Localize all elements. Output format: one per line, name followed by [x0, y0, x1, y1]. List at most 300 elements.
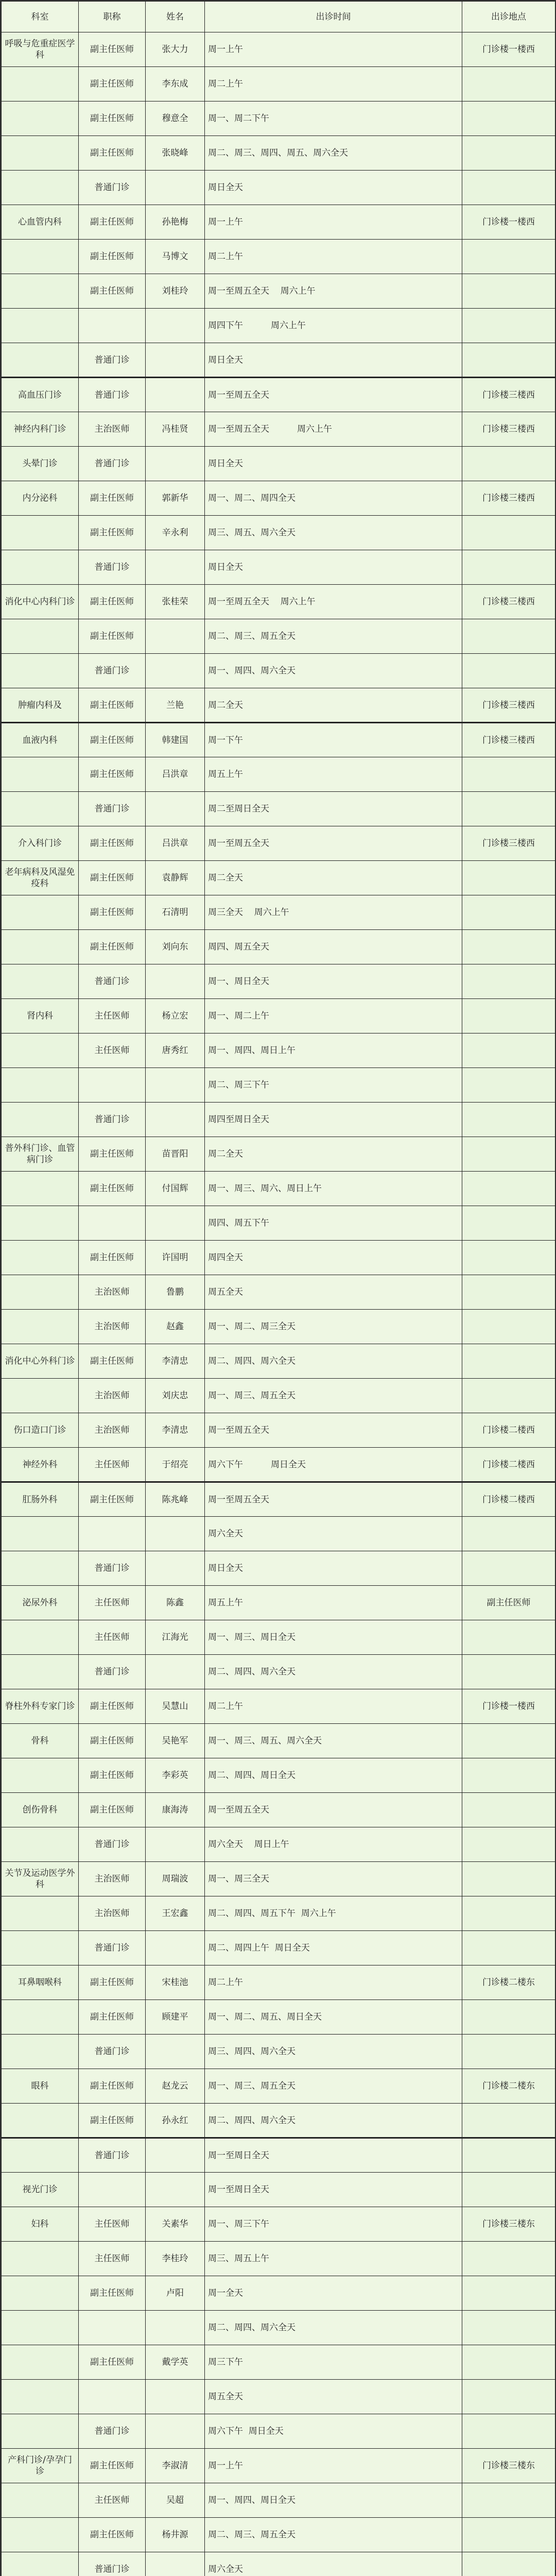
table-row: [2, 1310, 555, 1344]
department-cell: 脊柱外科专家门诊: [2, 1689, 79, 1724]
schedule-time-cell: 周一全天: [205, 2276, 462, 2311]
schedule-time-cell: 周三全天 周六上午: [205, 895, 462, 930]
location-cell: [462, 861, 555, 895]
department-cell: [2, 2276, 79, 2311]
table-row: [2, 101, 555, 136]
location-cell: [462, 2380, 555, 2414]
table-row: [2, 895, 555, 930]
table-row: [2, 67, 555, 101]
schedule-time-cell: 周一至周五全天 周六上午: [205, 585, 462, 619]
schedule-time-cell: 周一至周五全天: [205, 378, 462, 412]
doctor-name-cell: 孙永红: [146, 2104, 205, 2138]
location-cell: [462, 2138, 555, 2173]
doctor-name-cell: [146, 2414, 205, 2449]
table-row: [2, 1620, 555, 1655]
location-cell: [462, 1310, 555, 1344]
title-cell: 副主任医师: [79, 2069, 146, 2104]
title-cell: [79, 1517, 146, 1551]
department-cell: [2, 792, 79, 826]
department-cell: [2, 2414, 79, 2449]
schedule-time-cell: 周二上午: [205, 1689, 462, 1724]
doctor-name-cell: 石清明: [146, 895, 205, 930]
location-cell: [462, 964, 555, 999]
department-cell: [2, 1620, 79, 1655]
title-cell: [79, 309, 146, 343]
title-cell: 主任医师: [79, 1586, 146, 1620]
table-row: [2, 688, 555, 723]
doctor-name-cell: 李清忠: [146, 1344, 205, 1379]
location-cell: [462, 1068, 555, 1103]
title-cell: 副主任医师: [79, 1241, 146, 1275]
department-cell: [2, 1758, 79, 1793]
department-cell: 肾内科: [2, 999, 79, 1033]
doctor-name-cell: [146, 1551, 205, 1586]
department-cell: [2, 2000, 79, 2035]
title-cell: 副主任医师: [79, 619, 146, 654]
title-cell: 主治医师: [79, 1275, 146, 1310]
doctor-name-cell: 于绍亮: [146, 1448, 205, 1482]
table-row: [2, 1896, 555, 1931]
table-row: [2, 1068, 555, 1103]
location-cell: 门诊楼一楼西: [462, 205, 555, 240]
location-cell: [462, 136, 555, 171]
title-cell: 副主任医师: [79, 1344, 146, 1379]
department-cell: [2, 1551, 79, 1586]
location-cell: 门诊楼一楼西: [462, 1689, 555, 1724]
title-cell: 副主任医师: [79, 1137, 146, 1172]
table-row: [2, 1275, 555, 1310]
doctor-name-cell: [146, 171, 205, 205]
location-cell: 门诊楼二楼西: [462, 1448, 555, 1482]
department-cell: [2, 1172, 79, 1206]
schedule-time-cell: 周日全天: [205, 447, 462, 481]
doctor-name-cell: [146, 2311, 205, 2345]
table-row: [2, 2104, 555, 2138]
schedule-time-cell: 周日全天: [205, 171, 462, 205]
department-cell: [2, 1068, 79, 1103]
title-cell: 普通门诊: [79, 964, 146, 999]
location-cell: [462, 2000, 555, 2035]
table-row: [2, 343, 555, 378]
schedule-time-cell: 周二、周四、周六全天: [205, 2104, 462, 2138]
department-cell: [2, 654, 79, 688]
table-row: [2, 1379, 555, 1413]
doctor-name-cell: 江海光: [146, 1620, 205, 1655]
doctor-name-cell: [146, 343, 205, 378]
department-cell: [2, 619, 79, 654]
doctor-name-cell: [146, 378, 205, 412]
location-cell: [462, 1033, 555, 1068]
location-cell: [462, 1896, 555, 1931]
schedule-time-cell: 周二、周三下午: [205, 1068, 462, 1103]
doctor-name-cell: 吕洪章: [146, 826, 205, 861]
title-cell: 副主任医师: [79, 2345, 146, 2380]
location-cell: [462, 1724, 555, 1758]
doctor-name-cell: [146, 2138, 205, 2173]
title-cell: 副主任医师: [79, 826, 146, 861]
schedule-time-cell: 周六下午 周日全天: [205, 2414, 462, 2449]
table-row: [2, 1206, 555, 1241]
doctor-name-cell: [146, 550, 205, 585]
table-row: [2, 1793, 555, 1827]
doctor-name-cell: [146, 2552, 205, 2576]
doctor-name-cell: 杨井源: [146, 2518, 205, 2552]
department-cell: [2, 309, 79, 343]
table-row: [2, 2242, 555, 2276]
doctor-name-cell: 兰艳: [146, 688, 205, 723]
doctor-name-cell: 李彩英: [146, 1758, 205, 1793]
title-cell: [79, 1206, 146, 1241]
title-cell: 主任医师: [79, 1620, 146, 1655]
location-cell: [462, 2483, 555, 2518]
title-cell: 普通门诊: [79, 792, 146, 826]
department-cell: [2, 171, 79, 205]
title-cell: 副主任医师: [79, 2104, 146, 2138]
title-cell: 普通门诊: [79, 1103, 146, 1137]
table-row: [2, 447, 555, 481]
department-cell: [2, 1896, 79, 1931]
title-cell: 副主任医师: [79, 67, 146, 101]
table-row: [2, 2276, 555, 2311]
title-cell: 普通门诊: [79, 378, 146, 412]
schedule-time-cell: 周三下午: [205, 2345, 462, 2380]
table-row: [2, 2000, 555, 2035]
title-cell: 副主任医师: [79, 481, 146, 516]
title-cell: 副主任医师: [79, 723, 146, 757]
location-cell: [462, 1517, 555, 1551]
table-row: [2, 481, 555, 516]
department-cell: [2, 964, 79, 999]
table-row: [2, 2345, 555, 2380]
doctor-name-cell: 韩建国: [146, 723, 205, 757]
location-cell: [462, 1793, 555, 1827]
doctor-name-cell: 周瑞波: [146, 1862, 205, 1896]
schedule-time-cell: 周二、周四、周六全天: [205, 1655, 462, 1689]
doctor-name-cell: 刘庆忠: [146, 1379, 205, 1413]
doctor-name-cell: 李淑清: [146, 2449, 205, 2483]
title-cell: 普通门诊: [79, 447, 146, 481]
schedule-time-cell: 周一、周三下午: [205, 2207, 462, 2242]
department-cell: [2, 1275, 79, 1310]
department-cell: 耳鼻咽喉科: [2, 1965, 79, 2000]
table-row: [2, 240, 555, 274]
title-cell: 副主任医师: [79, 240, 146, 274]
title-cell: 普通门诊: [79, 2138, 146, 2173]
department-cell: [2, 1517, 79, 1551]
department-cell: [2, 1206, 79, 1241]
department-cell: [2, 1241, 79, 1275]
title-cell: 副主任医师: [79, 1724, 146, 1758]
department-cell: [2, 2104, 79, 2138]
location-cell: [462, 1620, 555, 1655]
schedule-time-cell: 周一、周三、周日全天: [205, 1620, 462, 1655]
title-cell: 普通门诊: [79, 343, 146, 378]
title-cell: 主治医师: [79, 1310, 146, 1344]
doctor-name-cell: 马博文: [146, 240, 205, 274]
department-cell: [2, 930, 79, 964]
department-cell: 内分泌科: [2, 481, 79, 516]
department-cell: [2, 1033, 79, 1068]
schedule-time-cell: 周一下午: [205, 723, 462, 757]
table-row: [2, 2069, 555, 2104]
table-row: [2, 1137, 555, 1172]
location-cell: [462, 1379, 555, 1413]
location-cell: [462, 2173, 555, 2207]
location-cell: [462, 1344, 555, 1379]
schedule-time-cell: 周一至周日全天: [205, 2138, 462, 2173]
title-cell: 副主任医师: [79, 1172, 146, 1206]
doctor-name-cell: 刘向东: [146, 930, 205, 964]
department-cell: [2, 757, 79, 792]
doctor-name-cell: 王宏鑫: [146, 1896, 205, 1931]
doctor-name-cell: 李清忠: [146, 1413, 205, 1448]
doctor-name-cell: [146, 2035, 205, 2069]
table-row: [2, 861, 555, 895]
schedule-time-cell: 周一、周四、周日上午: [205, 1033, 462, 1068]
doctor-name-cell: 陈兆峰: [146, 1482, 205, 1517]
department-cell: [2, 2518, 79, 2552]
title-cell: 副主任医师: [79, 585, 146, 619]
location-cell: [462, 550, 555, 585]
schedule-time-cell: 周一、周三、周五全天: [205, 1379, 462, 1413]
table-row: [2, 1689, 555, 1724]
doctor-name-cell: 付国辉: [146, 1172, 205, 1206]
schedule-time-cell: 周一、周三、周五全天: [205, 2069, 462, 2104]
location-cell: [462, 274, 555, 309]
title-cell: 主治医师: [79, 1413, 146, 1448]
title-cell: 副主任医师: [79, 688, 146, 723]
title-cell: 主治医师: [79, 1862, 146, 1896]
title-cell: [79, 1068, 146, 1103]
table-row: [2, 378, 555, 412]
title-cell: 主任医师: [79, 999, 146, 1033]
department-cell: [2, 1310, 79, 1344]
department-cell: 心血管内科: [2, 205, 79, 240]
table-row: [2, 1724, 555, 1758]
department-cell: [2, 1379, 79, 1413]
doctor-name-cell: 赵鑫: [146, 1310, 205, 1344]
location-cell: [462, 2311, 555, 2345]
department-cell: [2, 1655, 79, 1689]
doctor-name-cell: 康海涛: [146, 1793, 205, 1827]
location-cell: [462, 1206, 555, 1241]
title-cell: 副主任医师: [79, 1793, 146, 1827]
location-cell: 门诊楼三楼西: [462, 481, 555, 516]
schedule-time-cell: 周一上午: [205, 32, 462, 67]
schedule-time-cell: 周一、周二、周三全天: [205, 1310, 462, 1344]
title-cell: 普通门诊: [79, 1551, 146, 1586]
table-row: [2, 1862, 555, 1896]
title-cell: 副主任医师: [79, 274, 146, 309]
table-row: [2, 1931, 555, 1965]
table-row: [2, 654, 555, 688]
table-row: [2, 2138, 555, 2173]
table-row: [2, 1241, 555, 1275]
title-cell: 副主任医师: [79, 757, 146, 792]
schedule-time-cell: 周二、周四、周五下午 周六上午: [205, 1896, 462, 1931]
table-row: [2, 1448, 555, 1482]
title-cell: 普通门诊: [79, 2552, 146, 2576]
table-row: [2, 136, 555, 171]
title-cell: [79, 2311, 146, 2345]
doctor-name-cell: [146, 964, 205, 999]
schedule-time-cell: 周三、周四、周六全天: [205, 2035, 462, 2069]
title-cell: 副主任医师: [79, 930, 146, 964]
title-cell: 普通门诊: [79, 171, 146, 205]
schedule-time-cell: 周四至周日全天: [205, 1103, 462, 1137]
schedule-time-cell: 周一至周五全天: [205, 826, 462, 861]
schedule-time-cell: 周一、周二下午: [205, 101, 462, 136]
schedule-time-cell: 周一至周五全天: [205, 1482, 462, 1517]
doctor-name-cell: 陈鑫: [146, 1586, 205, 1620]
title-cell: 副主任医师: [79, 1482, 146, 1517]
location-cell: [462, 2345, 555, 2380]
schedule-time-cell: 周二、周四、周六全天: [205, 2311, 462, 2345]
table-row: [2, 1517, 555, 1551]
table-row: [2, 999, 555, 1033]
table-row: [2, 619, 555, 654]
doctor-name-cell: 张大力: [146, 32, 205, 67]
table-row: [2, 1482, 555, 1517]
title-cell: 副主任医师: [79, 101, 146, 136]
table-row: [2, 171, 555, 205]
schedule-time-cell: 周二、周四、周日全天: [205, 1758, 462, 1793]
location-cell: 门诊楼三楼西: [462, 826, 555, 861]
location-cell: [462, 930, 555, 964]
table-row: [2, 792, 555, 826]
schedule-time-cell: 周二全天: [205, 1137, 462, 1172]
department-cell: 创伤骨科: [2, 1793, 79, 1827]
location-cell: [462, 2414, 555, 2449]
schedule-time-cell: 周二、周四上午 周日全天: [205, 1931, 462, 1965]
location-cell: 门诊楼二楼东: [462, 1965, 555, 2000]
title-cell: 副主任医师: [79, 895, 146, 930]
doctor-name-cell: 吴慧山: [146, 1689, 205, 1724]
department-cell: [2, 240, 79, 274]
table-row: [2, 1758, 555, 1793]
table-row: [2, 1344, 555, 1379]
table-row: [2, 274, 555, 309]
location-cell: [462, 1758, 555, 1793]
location-cell: [462, 447, 555, 481]
schedule-time-cell: 周五全天: [205, 1275, 462, 1310]
department-cell: [2, 136, 79, 171]
location-cell: 门诊楼二楼西: [462, 1413, 555, 1448]
doctor-name-cell: [146, 792, 205, 826]
doctor-name-cell: 卢阳: [146, 2276, 205, 2311]
schedule-time-cell: 周二、周三、周五全天: [205, 2518, 462, 2552]
location-cell: 门诊楼一楼西: [462, 32, 555, 67]
title-cell: 普通门诊: [79, 1827, 146, 1862]
location-cell: [462, 2104, 555, 2138]
department-cell: [2, 516, 79, 550]
table-row: [2, 412, 555, 447]
doctor-name-cell: [146, 654, 205, 688]
doctor-name-cell: [146, 2380, 205, 2414]
doctor-name-cell: [146, 1931, 205, 1965]
table-row: [2, 964, 555, 999]
doctor-name-cell: [146, 619, 205, 654]
location-cell: [462, 1172, 555, 1206]
location-cell: [462, 1103, 555, 1137]
title-cell: 普通门诊: [79, 1931, 146, 1965]
table-row: [2, 2414, 555, 2449]
schedule-time-cell: 周一、周三全天: [205, 1862, 462, 1896]
title-cell: [79, 2173, 146, 2207]
department-cell: 普外科门诊、血管病门诊: [2, 1137, 79, 1172]
location-cell: [462, 101, 555, 136]
title-cell: 主任医师: [79, 2483, 146, 2518]
table-row: [2, 2552, 555, 2576]
department-cell: 呼吸与危重症医学科: [2, 32, 79, 67]
location-cell: 门诊楼二楼东: [462, 2069, 555, 2104]
location-cell: [462, 2276, 555, 2311]
title-cell: 普通门诊: [79, 2414, 146, 2449]
department-cell: 高血压门诊: [2, 378, 79, 412]
department-cell: [2, 895, 79, 930]
schedule-time-cell: 周六全天: [205, 2552, 462, 2576]
department-cell: 消化中心内科门诊: [2, 585, 79, 619]
location-cell: [462, 2242, 555, 2276]
doctor-name-cell: 袁静辉: [146, 861, 205, 895]
schedule-time-cell: 周二至周日全天: [205, 792, 462, 826]
department-cell: [2, 1931, 79, 1965]
location-cell: 门诊楼三楼西: [462, 585, 555, 619]
table-row: [2, 1965, 555, 2000]
table-row: [2, 585, 555, 619]
doctor-name-cell: 冯桂贤: [146, 412, 205, 447]
doctor-name-cell: [146, 1068, 205, 1103]
location-cell: [462, 1275, 555, 1310]
doctor-name-cell: [146, 309, 205, 343]
table-row: [2, 1033, 555, 1068]
table-row: [2, 930, 555, 964]
department-cell: [2, 1827, 79, 1862]
doctor-name-cell: 宋桂池: [146, 1965, 205, 2000]
department-cell: 泌尿外科: [2, 1586, 79, 1620]
location-cell: [462, 2518, 555, 2552]
department-cell: 伤口造口门诊: [2, 1413, 79, 1448]
doctor-name-cell: 唐秀红: [146, 1033, 205, 1068]
schedule-time-cell: 周一、周二、周四全天: [205, 481, 462, 516]
schedule-time-cell: 周一、周三、周五、周六全天: [205, 1724, 462, 1758]
doctor-name-cell: 苗晋阳: [146, 1137, 205, 1172]
title-cell: 副主任医师: [79, 861, 146, 895]
header-dept: 科室: [2, 2, 79, 32]
department-cell: [2, 2242, 79, 2276]
location-cell: [462, 2035, 555, 2069]
doctor-name-cell: 辛永利: [146, 516, 205, 550]
doctor-name-cell: [146, 2173, 205, 2207]
schedule-time-cell: 周二上午: [205, 67, 462, 101]
schedule-time-cell: 周一、周四、周日全天: [205, 2483, 462, 2518]
table-row: [2, 2207, 555, 2242]
doctor-name-cell: 张晓峰: [146, 136, 205, 171]
schedule-time-cell: 周二上午: [205, 1965, 462, 2000]
department-cell: [2, 2345, 79, 2380]
table-row: [2, 1172, 555, 1206]
title-cell: 副主任医师: [79, 32, 146, 67]
schedule-time-cell: 周二、周三、周五全天: [205, 619, 462, 654]
table-row: [2, 1586, 555, 1620]
department-cell: 神经外科: [2, 1448, 79, 1482]
doctor-name-cell: [146, 447, 205, 481]
schedule-time-cell: 周四、周五全天: [205, 930, 462, 964]
doctor-name-cell: 吴超: [146, 2483, 205, 2518]
schedule-time-cell: 周三、周五上午: [205, 2242, 462, 2276]
schedule-time-cell: 周一至周日全天: [205, 2173, 462, 2207]
department-cell: 眼科: [2, 2069, 79, 2104]
